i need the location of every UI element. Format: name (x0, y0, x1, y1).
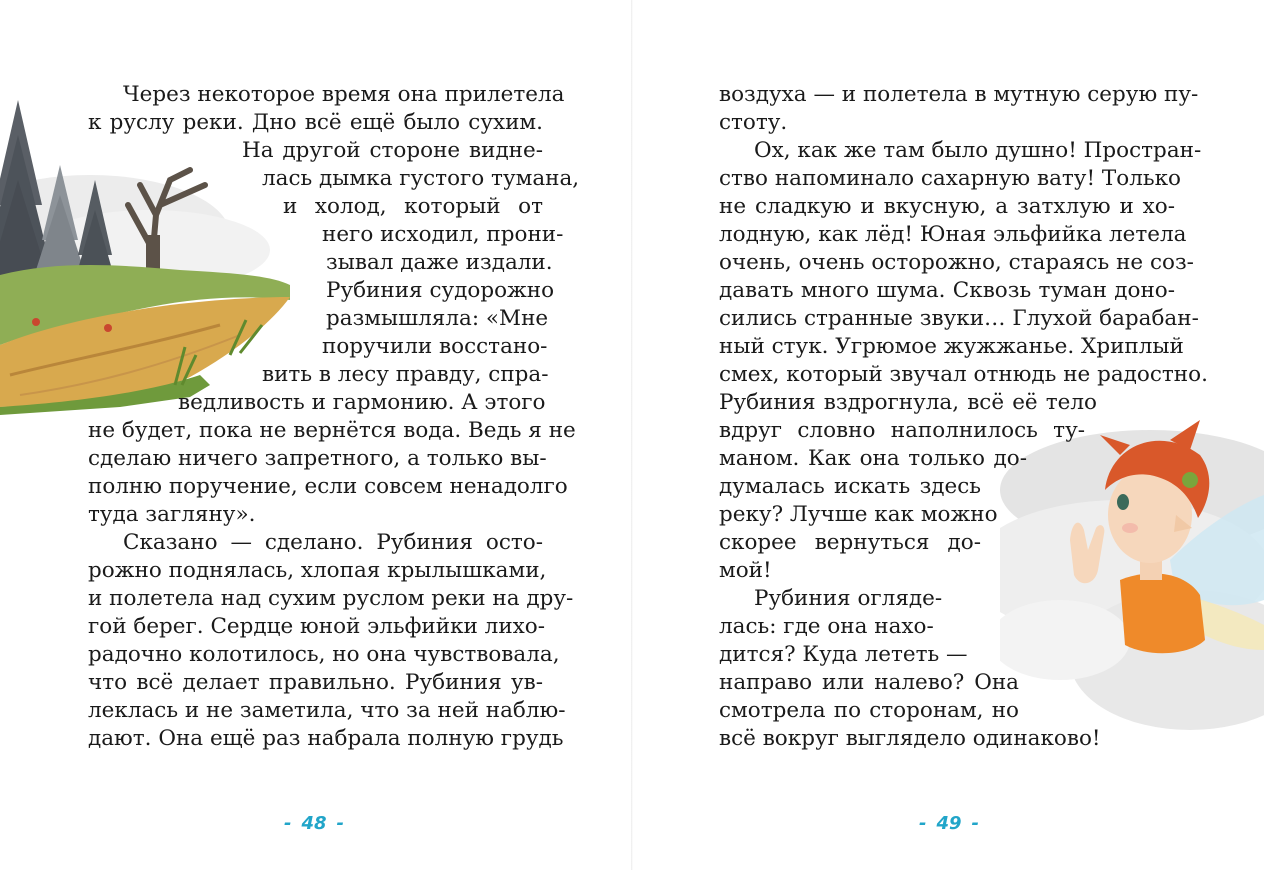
text-line: воздуха — и полетела в мутную серую пу- (719, 82, 1199, 107)
text-line: что всё делает правильно. Рубиния ув- (88, 670, 543, 695)
text-line: не будет, пока не вернётся вода. Ведь я не (88, 418, 576, 443)
text-line: гой берег. Сердце юной эльфийки лихо- (88, 614, 545, 639)
text-line: сделаю ничего запретного, а только вы- (88, 446, 547, 471)
text-line: рожно поднялась, хлопая крылышками, (88, 558, 547, 583)
text-line: к руслу реки. Дно всё ещё было сухим. (88, 110, 543, 135)
fairy-in-fog-illustration (1000, 400, 1264, 740)
right-page (632, 0, 1264, 870)
page-number: - 48 - (283, 813, 345, 834)
text-line: лась дымка густого тумана, (262, 166, 580, 191)
text-line: ство напоминало сахарную вату! Только (719, 166, 1181, 191)
text-line: лодную, как лёд! Юная эльфийка летела (719, 222, 1187, 247)
text-line: смотрела по сторонам, но (719, 698, 1019, 723)
text-line: ведливость и гармонию. А этого (178, 390, 546, 415)
text-line: туда загляну». (88, 502, 256, 527)
text-line: и холод, который от (283, 194, 543, 219)
page-number: - 49 - (918, 813, 980, 834)
text-line: вдруг словно наполнилось ту- (719, 418, 1085, 443)
text-line: всё вокруг выглядело одинаково! (719, 726, 1101, 751)
text-line: Сказано — сделано. Рубиния осто- (123, 530, 543, 555)
text-line: Рубиния огляде- (754, 586, 943, 611)
text-line: ный стук. Угрюмое жужжанье. Хриплый (719, 334, 1184, 359)
text-line: радочно колотилось, но она чувствовала, (88, 642, 560, 667)
text-line: очень, очень осторожно, стараясь не соз- (719, 250, 1194, 275)
text-line: дают. Она ещё раз набрала полную грудь (88, 726, 564, 751)
text-line: смех, который звучал отнюдь не радостно. (719, 362, 1208, 387)
page-number-value: 48 (301, 813, 327, 834)
text-line: Рубиния судорожно (326, 278, 555, 303)
page-number-value: 49 (936, 813, 962, 834)
text-line: поручили восстано- (322, 334, 548, 359)
text-line: зывал даже издали. (326, 250, 553, 275)
text-line: леклась и не заметила, что за ней наблю- (88, 698, 566, 723)
text-line: вить в лесу правду, спра- (262, 362, 549, 387)
text-line: скорее вернуться до- (719, 530, 981, 555)
text-line: Рубиния вздрогнула, всё её тело (719, 390, 1097, 415)
text-line: реку? Лучше как можно (719, 502, 998, 527)
text-line: него исходил, прони- (322, 222, 564, 247)
text-line: размышляла: «Мне (326, 306, 549, 331)
text-line: направо или налево? Она (719, 670, 1019, 695)
text-line: и полетела над сухим руслом реки на дру- (88, 586, 574, 611)
text-line: Через некоторое время она прилетела (123, 82, 565, 107)
text-line: мой! (719, 558, 772, 583)
text-line: На другой стороне видне- (242, 138, 543, 163)
text-line: не сладкую и вкусную, а затхлую и хо- (719, 194, 1175, 219)
text-line: полню поручение, если совсем ненадолго (88, 474, 568, 499)
text-line: маном. Как она только до- (719, 446, 1027, 471)
text-line: давать много шума. Сквозь туман доно- (719, 278, 1175, 303)
text-line: дится? Куда лететь — (719, 642, 968, 667)
text-line: сились странные звуки… Глухой барабан- (719, 306, 1199, 331)
text-line: лась: где она нахо- (719, 614, 934, 639)
text-line: стоту. (719, 110, 788, 135)
text-line: думалась искать здесь (719, 474, 981, 499)
text-line: Ох, как же там было душно! Простран- (754, 138, 1202, 163)
